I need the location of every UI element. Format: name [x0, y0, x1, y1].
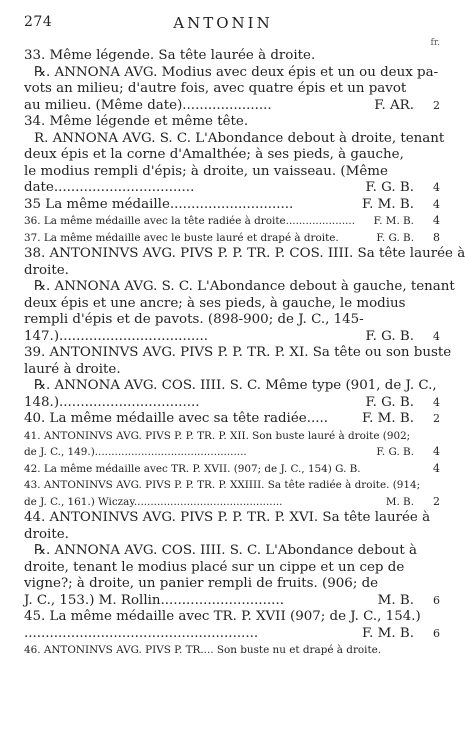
metal-size: F. G. B. — [365, 180, 414, 195]
entry-line — [24, 329, 414, 346]
price-value — [414, 362, 440, 379]
metal-size: F. M. B. — [361, 625, 414, 641]
entry-line — [24, 395, 414, 412]
entry-line — [24, 609, 421, 626]
entry-line — [24, 378, 437, 395]
entry-line — [24, 114, 414, 131]
entry-line — [24, 477, 421, 494]
entry-line — [24, 296, 414, 313]
entry-text: 39. ANTONINVS AVG. PIVS P. P. TR. P. XI. Sa tête ou son buste — [24, 345, 452, 360]
entry-text: vots an milieu; d'autre fois, avec quatre épis et un pavot — [24, 81, 407, 96]
price-value — [414, 147, 440, 164]
entry-line — [24, 560, 414, 577]
entry-line — [24, 576, 414, 593]
entry-text: de J. C., 149.).............................................. — [24, 446, 247, 458]
entry-text: 42. La même médaille avec TR. P. XVII. (907; de J. C., 154) G. B. — [24, 462, 361, 475]
entry-line — [24, 626, 414, 643]
metal-size: M. B. — [377, 592, 414, 608]
page-number: 274 — [24, 14, 53, 30]
price-value: 2 — [433, 98, 440, 112]
price-value — [414, 279, 440, 296]
entry-text: de J. C., 161.) Wiczay............................................. — [24, 495, 283, 508]
price-value: 4 — [433, 461, 440, 475]
entry-text: 148.)................................. — [24, 394, 200, 410]
entry-line — [24, 279, 455, 296]
entry-line — [24, 461, 414, 478]
entry-text: R. ANNONA AVG. S. C. L'Abondance debout à droite, tenant — [34, 130, 445, 146]
entry-text: 45. La même médaille avec TR. P. XVII (907; de J. C., 154.) — [24, 609, 421, 624]
entry-text: 38. ANTONINVS AVG. PIVS P. P. TR. P. COS. IIII. Sa tête laurée à — [24, 246, 465, 261]
entry-text: au milieu. (Même date)..................... — [24, 97, 272, 113]
entry-text: date................................. — [24, 180, 195, 195]
price-value: 4 — [433, 181, 440, 194]
metal-size: F. G. B. — [365, 394, 414, 410]
entry-line — [24, 527, 414, 544]
price-value: 4 — [433, 395, 440, 409]
entry-text: ....................................................... — [24, 625, 259, 641]
page-header — [0, 14, 446, 48]
metal-size: F. M. B. — [372, 213, 414, 230]
price-value — [414, 378, 440, 395]
entry-line — [24, 164, 414, 181]
entry-line — [24, 147, 414, 164]
entry-text: 37. La même médaille avec le buste lauré et drapé à droite. — [24, 231, 339, 244]
price-value — [414, 296, 440, 313]
price-value: 2 — [433, 412, 440, 425]
price-value: 8 — [433, 230, 440, 244]
entry-text: droite, tenant le modius placé sur un cippe et un cep de — [24, 559, 405, 575]
price-value: 4 — [433, 197, 440, 211]
entry-text: ℞. ANNONA AVG. COS. IIII. S. C. Même type (901, de J. C., — [34, 378, 437, 393]
entry-text: 41. ANTONINVS AVG. PIVS P. P. TR. P. XII. Son buste lauré à droite (902; — [24, 429, 411, 442]
entry-text: 35 La même médaille............................. — [24, 196, 294, 212]
price-value: 6 — [433, 626, 440, 640]
price-margin — [414, 48, 440, 659]
price-value — [414, 48, 440, 65]
entry-line — [24, 543, 417, 560]
price-value — [414, 510, 440, 527]
price-value — [414, 114, 440, 131]
entry-text: 40. La même médaille avec sa tête radiée..... — [24, 411, 328, 426]
price-value — [414, 576, 440, 593]
entry-text: J. C., 153.) M. Rollin............................. — [24, 592, 284, 608]
metal-size: F. M. B. — [361, 196, 414, 212]
entry-line — [24, 64, 439, 82]
price-value — [414, 65, 440, 82]
entry-text: lauré à droite. — [24, 361, 121, 377]
entry-line — [24, 246, 465, 263]
metal-size: F. G. B. — [365, 328, 414, 344]
running-title: ANTONIN — [173, 14, 273, 32]
metal-size: F. AR. — [374, 97, 414, 113]
entry-line — [24, 263, 414, 280]
entry-line — [24, 593, 414, 610]
price-value: 4 — [433, 214, 440, 227]
entry-text: droite. — [24, 526, 69, 542]
price-value — [414, 560, 440, 577]
entry-text: le modius rempli d'épis; à droite, un vaisseau. (Même — [24, 163, 388, 179]
price-value — [414, 609, 440, 626]
entry-line — [24, 81, 414, 98]
metal-size: F. M. B. — [361, 411, 414, 426]
price-value: 4 — [433, 329, 440, 343]
entry-line — [24, 444, 414, 461]
entry-line — [24, 197, 414, 214]
corner-mark: fr. — [430, 38, 440, 48]
entry-line — [24, 312, 414, 329]
entry-line — [24, 428, 414, 445]
price-value — [414, 527, 440, 544]
entry-line — [24, 230, 414, 247]
price-value — [414, 477, 440, 494]
entry-text: 33. Même légende. Sa tête laurée à droite. — [24, 48, 316, 63]
entry-text: 36. La même médaille avec la tête radiée à droite..................... — [24, 215, 356, 227]
price-value — [414, 345, 440, 362]
metal-size: M. B. — [384, 494, 414, 511]
price-value: 6 — [433, 593, 440, 607]
entry-text: ℞. ANNONA AVG. Modius avec deux épis et un ou deux pa- — [34, 64, 439, 80]
entry-text: 147.)................................... — [24, 328, 209, 344]
entry-line — [24, 48, 414, 65]
entry-text: ℞. ANNONA AVG. S. C. L'Abondance debout à gauche, tenant — [34, 279, 455, 294]
entry-text: ℞. ANNONA AVG. COS. IIII. S. C. L'Abondance debout à — [34, 543, 417, 558]
entry-text: droite. — [24, 262, 69, 278]
entry-line — [24, 642, 414, 659]
price-value: 4 — [433, 445, 440, 458]
entry-line — [24, 130, 445, 148]
entry-line — [24, 98, 414, 115]
entry-line — [24, 180, 414, 197]
price-value — [414, 642, 440, 659]
price-value — [414, 246, 440, 263]
entry-text: deux épis et une ancre; à ses pieds, à gauche, le modius — [24, 295, 406, 311]
catalog-entries — [24, 48, 465, 659]
entry-text: 43. ANTONINVS AVG. PIVS P. P. TR. P. XXIIII. Sa tête radiée à droite. (914; — [24, 479, 421, 491]
entry-text: rempli d'épis et de pavots. (898-900; de J. C., 145- — [24, 312, 364, 327]
price-value — [414, 312, 440, 329]
entry-text: 34. Même légende et même tête. — [24, 114, 249, 129]
price-value — [414, 164, 440, 181]
entry-line — [24, 213, 414, 230]
entry-line — [24, 411, 414, 428]
price-value — [414, 543, 440, 560]
price-value: 2 — [433, 494, 440, 508]
price-value — [414, 131, 440, 148]
metal-size: F. G. B. — [374, 230, 414, 247]
metal-size: F. G. B. — [374, 444, 414, 461]
entry-line — [24, 362, 414, 379]
entry-line — [24, 510, 431, 527]
price-value — [414, 263, 440, 280]
entry-text: 44. ANTONINVS AVG. PIVS P. P. TR. P. XVI. Sa tête laurée à — [24, 510, 431, 525]
price-value — [414, 81, 440, 98]
entry-line — [24, 345, 452, 362]
entry-line — [24, 494, 414, 511]
entry-text: 46. ANTONINVS AVG. PIVS P. TR.... Son buste nu et drapé à droite. — [24, 644, 382, 656]
price-value — [414, 428, 440, 445]
entry-text: vigne?; à droite, un panier rempli de fruits. (906; de — [24, 576, 379, 591]
entry-text: deux épis et la corne d'Amalthée; à ses pieds, à gauche, — [24, 147, 404, 162]
